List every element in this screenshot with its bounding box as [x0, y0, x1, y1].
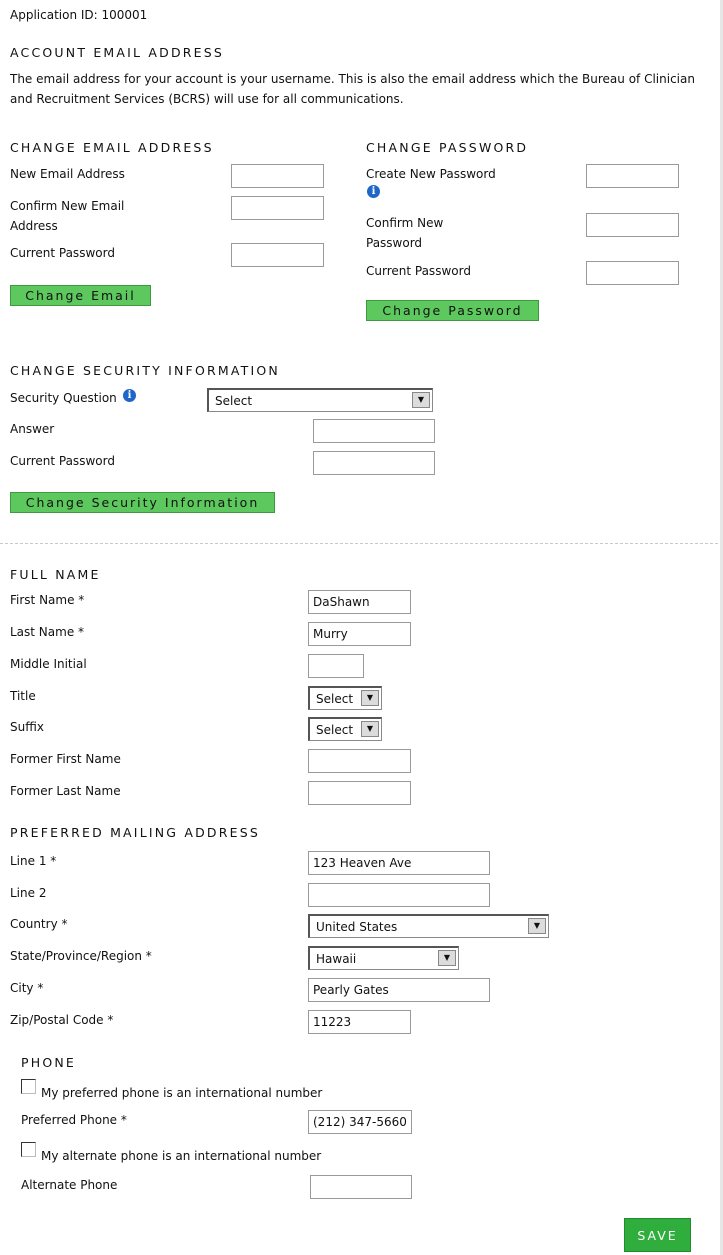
chevron-down-icon: ▼: [412, 392, 430, 408]
info-icon[interactable]: i: [123, 389, 136, 402]
former-last-name-input[interactable]: [308, 781, 411, 805]
security-question-select[interactable]: [207, 388, 433, 412]
title-select[interactable]: [308, 686, 382, 710]
change-password-heading: CHANGE PASSWORD: [366, 140, 529, 155]
security-heading: CHANGE SECURITY INFORMATION: [10, 363, 280, 378]
preferred-phone-input[interactable]: [308, 1110, 412, 1134]
confirm-email-label-1: Confirm New Email: [10, 199, 125, 213]
first-name-input[interactable]: [308, 590, 411, 614]
new-email-input[interactable]: [231, 164, 324, 188]
last-name-label: Last Name *: [10, 625, 85, 639]
state-label: State/Province/Region *: [10, 949, 152, 963]
security-question-label: Security Question: [10, 391, 117, 405]
confirm-password-label-1: Confirm New: [366, 216, 444, 230]
former-first-name-label: Former First Name: [10, 752, 121, 766]
full-name-heading: FULL NAME: [10, 567, 101, 582]
change-email-heading: CHANGE EMAIL ADDRESS: [10, 140, 214, 155]
city-input[interactable]: [308, 978, 490, 1002]
alternate-phone-label: Alternate Phone: [21, 1178, 118, 1192]
country-select[interactable]: [308, 914, 549, 938]
create-password-label: Create New Password: [366, 167, 496, 181]
confirm-email-label-2: Address: [10, 219, 58, 233]
line2-label: Line 2: [10, 886, 47, 900]
intl-preferred-checkbox[interactable]: [21, 1079, 36, 1094]
info-icon[interactable]: i: [367, 185, 380, 198]
intl-preferred-label: My preferred phone is an international number: [41, 1086, 323, 1100]
preferred-phone-label: Preferred Phone *: [21, 1113, 127, 1127]
new-email-label: New Email Address: [10, 167, 125, 181]
line2-input[interactable]: [308, 883, 490, 907]
answer-input[interactable]: [313, 419, 435, 443]
country-value: United States: [316, 920, 398, 934]
chevron-down-icon: ▼: [361, 721, 379, 737]
create-password-input[interactable]: [586, 164, 679, 188]
mailing-address-heading: PREFERRED MAILING ADDRESS: [10, 825, 261, 840]
line1-label: Line 1 *: [10, 854, 57, 868]
state-value: Hawaii: [316, 952, 357, 966]
suffix-label: Suffix: [10, 720, 44, 734]
alternate-phone-input[interactable]: [310, 1175, 412, 1199]
section-divider: [0, 543, 723, 544]
zip-label: Zip/Postal Code *: [10, 1013, 114, 1027]
password-current-password-input[interactable]: [586, 261, 679, 285]
security-current-password-input[interactable]: [313, 451, 435, 475]
zip-input[interactable]: [308, 1010, 411, 1034]
change-password-button[interactable]: Change Password: [366, 300, 539, 321]
line1-input[interactable]: [308, 851, 490, 875]
last-name-input[interactable]: [308, 622, 411, 646]
chevron-down-icon: ▼: [528, 918, 546, 934]
city-label: City *: [10, 981, 44, 995]
account-email-heading: ACCOUNT EMAIL ADDRESS: [10, 45, 225, 60]
middle-initial-input[interactable]: [308, 654, 364, 678]
save-button[interactable]: SAVE: [624, 1218, 691, 1252]
change-security-button[interactable]: Change Security Information: [10, 492, 275, 513]
former-first-name-input[interactable]: [308, 749, 411, 773]
account-email-desc-1: The email address for your account is your username. This is also the email address which the Bureau of Clinician: [10, 72, 695, 86]
confirm-password-label-2: Password: [366, 236, 423, 250]
country-label: Country *: [10, 917, 68, 931]
suffix-value: Select: [316, 723, 354, 737]
chevron-down-icon: ▼: [361, 690, 379, 706]
former-last-name-label: Former Last Name: [10, 784, 121, 798]
intl-alternate-checkbox[interactable]: [21, 1142, 36, 1157]
application-id: Application ID: 100001: [10, 8, 148, 22]
title-label: Title: [10, 689, 36, 703]
chevron-down-icon: ▼: [438, 950, 456, 966]
change-email-button[interactable]: Change Email: [10, 285, 151, 306]
confirm-password-input[interactable]: [586, 213, 679, 237]
suffix-select[interactable]: [308, 717, 382, 741]
state-select[interactable]: [308, 946, 459, 970]
confirm-email-input[interactable]: [231, 196, 324, 220]
middle-initial-label: Middle Initial: [10, 657, 87, 671]
email-current-password-label: Current Password: [10, 246, 115, 260]
password-current-password-label: Current Password: [366, 264, 471, 278]
answer-label: Answer: [10, 422, 55, 436]
title-value: Select: [316, 692, 354, 706]
first-name-label: First Name *: [10, 593, 85, 607]
email-current-password-input[interactable]: [231, 243, 324, 267]
account-email-desc-2: and Recruitment Services (BCRS) will use for all communications.: [10, 92, 404, 106]
intl-alternate-label: My alternate phone is an international number: [41, 1149, 322, 1163]
security-question-value: Select: [215, 394, 253, 408]
phone-heading: PHONE: [21, 1055, 77, 1070]
security-current-password-label: Current Password: [10, 454, 115, 468]
